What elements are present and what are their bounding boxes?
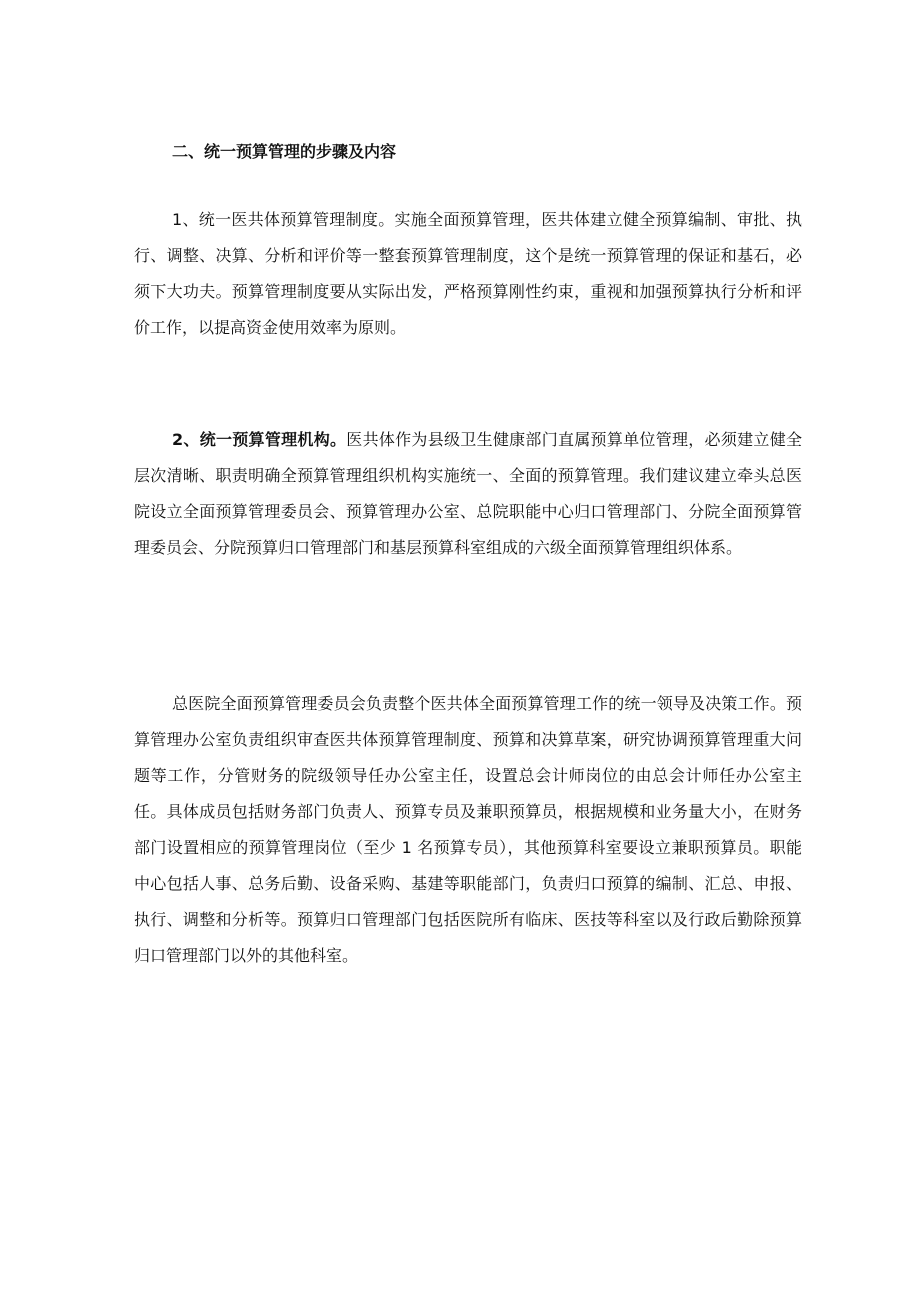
paragraph-budget-organization [134,422,802,566]
paragraph-body: 总医院全面预算管理委员会负责整个医共体全面预算管理工作的统一领导及决策工作。预算管理办公室负责组织审查医共体预算管理制度、预算和决算草案，研究协调预算管理重大问题等工作，分管财务的院级领导任办公室主任，设置总会计师岗位的由总会计师任办公室主任。具体成员包括财务部门负责人、预算专员及兼职预算员，根据规模和业务量大小，在财务部门设置相应的预算管理岗位（至少 1 名预算专员），其他预算科室要设立兼职预算员。职能中心包括人事、总务后勤、设备采购、基建等职能部门，负责归口预算的编制、汇总、申报、执行、调整和分析等。预算归口管理部门包括医院所有临床、医技等科室以及行政后勤除预算归口管理部门以外的其他科室。 [134,694,802,965]
paragraph-lead: 1、统一医共体预算管理制度。 [172,210,395,229]
paragraph-body: 医共体作为县级卫生健康部门直属预算单位管理，必须建立健全层次清晰、职责明确全预算管理组织机构实施统一、全面的预算管理。我们建议建立牵头总医院设立全面预算管理委员会、预算管理办公室、总院职能中心归口管理部门、分院全面预算管理委员会、分院预算归口管理部门和基层预算科室组成的六级全面预算管理组织体系。 [134,430,802,557]
paragraph-body: 实施全面预算管理，医共体建立健全预算编制、审批、执行、调整、决算、分析和评价等一整套预算管理制度，这个是统一预算管理的保证和基石，必须下大功夫。预算管理制度要从实际出发，严格预算刚性约束，重视和加强预算执行分析和评价工作，以提高资金使用效率为原则。 [134,210,802,337]
section-heading: 二、统一预算管理的步骤及内容 [172,142,397,161]
paragraph-lead-bold: 2、统一预算管理机构。 [172,430,347,449]
paragraph-committee-duties [134,686,802,974]
paragraph-budget-system [134,202,802,346]
